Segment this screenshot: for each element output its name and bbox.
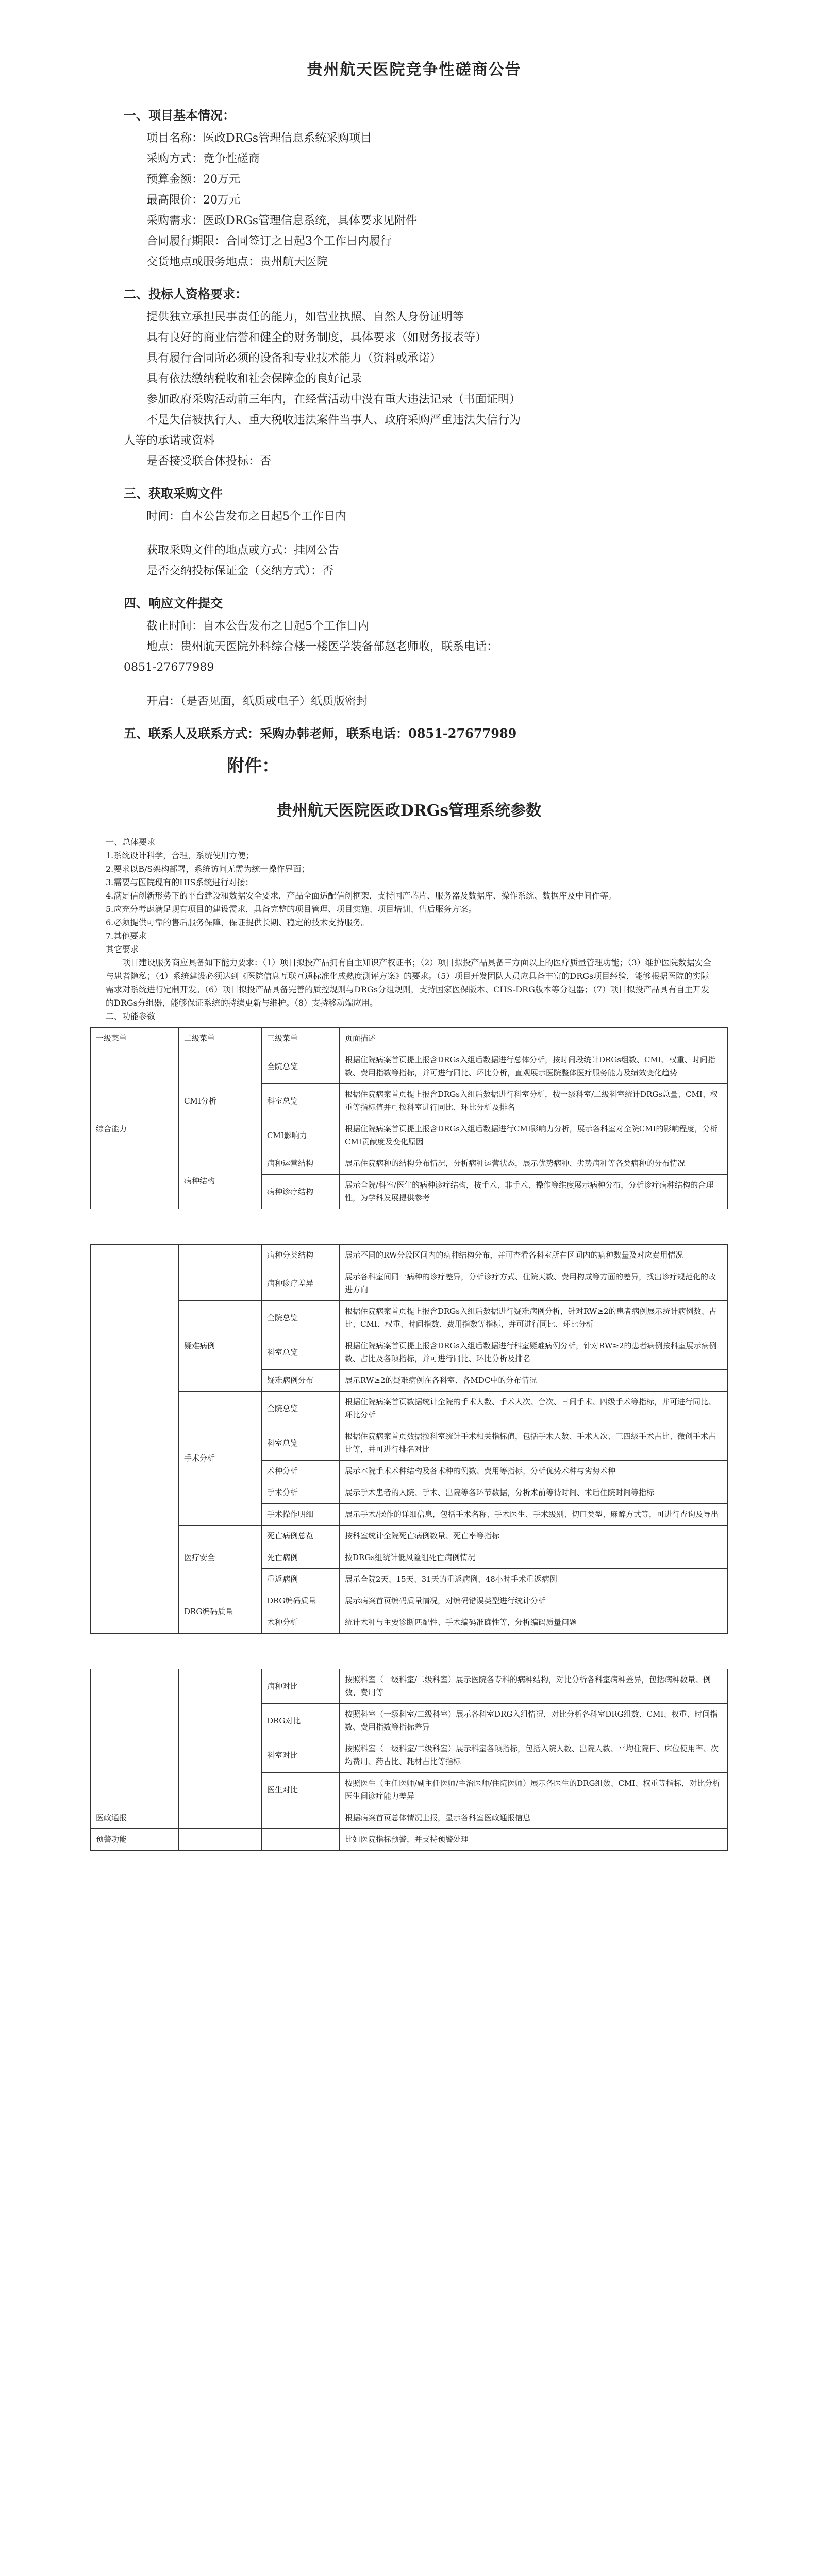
cell-desc: 按照科室（一级科室/二级科室）展示各科室DRG入组情况，对比分析各科室DRG组数、CMI、权重、时间指数、费用指数等指标差异 <box>340 1704 728 1738</box>
table-header-row <box>91 1028 728 1049</box>
table-gap <box>90 1209 728 1240</box>
section-heading: 三、获取采购文件 <box>124 486 223 501</box>
cell-desc: 展示手术患者的入院、手术、出院等各环节数据，分析术前等待时间、术后住院时间等指标 <box>340 1482 728 1504</box>
cell-desc: 按科室统计全院死亡病例数量、死亡率等指标 <box>340 1526 728 1547</box>
cell-l1 <box>91 1669 179 1807</box>
section-line: 具有履行合同所必须的设备和专业技术能力（资料或承诺） <box>146 352 442 365</box>
col-header-l2: 二级菜单 <box>179 1028 262 1049</box>
section-line: 采购需求：医政DRGs管理信息系统，具体要求见附件 <box>146 214 418 227</box>
notice-sections <box>124 105 705 741</box>
cell-desc: 根据住院病案首页数据按科室统计手术相关指标值，包括手术人数、手术人次、三四级手术占比、微创手术占比等，并可进行排名对比 <box>340 1426 728 1461</box>
overall-item: 3.需要与医院现有的HIS系统进行对接； <box>106 877 254 887</box>
notice <box>0 0 818 777</box>
cell-desc: 展示各科室间同一病种的诊疗差异，分析诊疗方式、住院天数、费用构成等方面的差异，找出诊疗规范化的改进方向 <box>340 1266 728 1301</box>
cell-l3: 全院总览 <box>262 1301 340 1335</box>
function-table-3 <box>90 1669 728 1851</box>
section-line: 提供独立承担民事责任的能力，如营业执照、自然人身份证明等 <box>146 311 464 324</box>
cell-l3: CMI影响力 <box>262 1118 340 1153</box>
table-row <box>91 1829 728 1851</box>
cell-l3 <box>262 1807 340 1829</box>
section-line: 截止时间：自本公告发布之日起5个工作日内 <box>146 620 369 633</box>
cell-l1: 预警功能 <box>91 1829 179 1851</box>
cell-l2 <box>179 1829 262 1851</box>
cell-l3: 病种诊疗结构 <box>262 1175 340 1209</box>
cell-desc: 统计术种与主要诊断匹配性、手术编码准确性等，分析编码质量问题 <box>340 1612 728 1634</box>
cell-desc: 按照科室（一级科室/二级科室）展示科室各项指标，包括入院人数、出院人数、平均住院日、床位使用率、次均费用、药占比、耗材占比等指标 <box>340 1738 728 1773</box>
cell-l2: 疑难病例 <box>179 1301 262 1392</box>
cell-l3: 死亡病例总览 <box>262 1526 340 1547</box>
section-heading: 四、响应文件提交 <box>124 596 223 611</box>
cell-l2: 手术分析 <box>179 1392 262 1526</box>
table-row <box>91 1590 728 1612</box>
cell-l2: 医疗安全 <box>179 1526 262 1590</box>
cell-desc: 展示全院/科室/医生的病种诊疗结构，按手术、非手术、操作等维度展示病种分布，分析诊疗病种结构的合理性，为学科发展提供参考 <box>340 1175 728 1209</box>
overall-item: 4.满足信创新形势下的平台建设和数据安全要求，产品全面适配信创框架，支持国产芯片、服务器及数据库、操作系统、数据库及中间件等。 <box>106 891 617 901</box>
cell-l3: 科室总览 <box>262 1084 340 1118</box>
cell-desc: 展示不同的RW分段区间内的病种结构分布，并可查看各科室所在区间内的病种数量及对应费用情况 <box>340 1245 728 1266</box>
section-line: 时间：自本公告发布之日起5个工作日内 <box>146 510 346 523</box>
section-heading: 二、投标人资格要求： <box>124 286 247 301</box>
cell-desc: 展示住院病种的结构分布情况，分析病种运营状态，展示优势病种、劣势病种等各类病种的分布情况 <box>340 1153 728 1175</box>
cell-l1: 综合能力 <box>91 1049 179 1209</box>
cell-l3 <box>262 1829 340 1851</box>
cell-l3: DRG编码质量 <box>262 1590 340 1612</box>
table-row <box>91 1807 728 1829</box>
cell-desc: 根据住院病案首页提上报含DRGs入组后数据进行科室疑难病例分析，针对RW≥2的患者病例按科室展示病例数、占比及各项指标，并可进行同比、环比分析及排名 <box>340 1335 728 1370</box>
cell-desc: 按照医生（主任医师/副主任医师/主治医师/住院医师）展示各医生的DRG组数、CMI、权重等指标，对比分析医生间诊疗能力差异 <box>340 1773 728 1807</box>
col-header-l3: 三级菜单 <box>262 1028 340 1049</box>
table-body-g1 <box>91 1049 728 1209</box>
cell-l3: 病种运营结构 <box>262 1153 340 1175</box>
params-document <box>90 798 728 1892</box>
cell-l3: 疑难病例分布 <box>262 1370 340 1392</box>
section-line: 最高限价：20万元 <box>146 194 240 207</box>
section-line: 具有良好的商业信誉和健全的财务制度，具体要求（如财务报表等） <box>146 331 487 344</box>
cell-desc: 展示全院2天、15天、31天的重返病例、48小时手术重返病例 <box>340 1569 728 1590</box>
cell-l2: DRG编码质量 <box>179 1590 262 1634</box>
overall-list <box>90 849 728 943</box>
section-line: 合同履行期限：合同签订之日起3个工作日内履行 <box>146 235 392 248</box>
cell-l3: 术种分析 <box>262 1612 340 1634</box>
cell-desc: 根据住院病案首页提上报含DRGs入组后数据进行CMI影响力分析，展示各科室对全院CMI的影响程度，分析CMI贡献度及变化原因 <box>340 1118 728 1153</box>
cell-desc: 比如医院指标预警，并支持预警处理 <box>340 1829 728 1851</box>
section-heading: 一、项目基本情况： <box>124 108 235 123</box>
table-row <box>91 1153 728 1175</box>
overall-item: 1.系统设计科学，合理，系统使用方便； <box>106 851 254 860</box>
cell-l3: DRG对比 <box>262 1704 340 1738</box>
table-row <box>91 1526 728 1547</box>
cell-l3: 手术操作明细 <box>262 1504 340 1526</box>
params-title: 贵州航天医院医政DRGs管理系统参数 <box>276 802 542 820</box>
cell-l2 <box>179 1245 262 1301</box>
cell-desc: 根据住院病案首页提上报含DRGs入组后数据进行疑难病例分析，针对RW≥2的患者病例展示统计病例数、占比、CMI、权重、时间指数、费用指数等指标，并可进行同比、环比分析 <box>340 1301 728 1335</box>
attachment-label: 附件： <box>227 756 279 776</box>
cell-l3: 死亡病例 <box>262 1547 340 1569</box>
cell-l3: 全院总览 <box>262 1392 340 1426</box>
function-table-1 <box>90 1027 728 1209</box>
cell-desc: 展示手术/操作的详细信息，包括手术名称、手术医生、手术级别、切口类型、麻醉方式等，可进行查询及导出 <box>340 1504 728 1526</box>
function-table-2 <box>90 1244 728 1634</box>
cell-desc: 根据住院病案首页提上报含DRGs入组后数据进行总体分析，按时间段统计DRGs组数、CMI、权重、时间指数、费用指数等指标，并可进行同比、环比分析，直观展示医院整体医疗服务能力及绩效变化趋势 <box>340 1049 728 1084</box>
cell-l3: 手术分析 <box>262 1482 340 1504</box>
table-body-g2 <box>91 1245 728 1634</box>
cell-desc: 展示病案首页编码质量情况，对编码错误类型进行统计分析 <box>340 1590 728 1612</box>
cell-l3: 病种分类结构 <box>262 1245 340 1266</box>
overall-item: 6.必须提供可靠的售后服务保障，保证提供长期、稳定的技术支持服务。 <box>106 918 370 927</box>
other-heading: 其它要求 <box>106 944 139 954</box>
cell-l3: 科室总览 <box>262 1335 340 1370</box>
overall-item: 2.要求以B/S架构部署，系统访问无需为统一操作界面； <box>106 864 310 874</box>
table-row <box>91 1392 728 1426</box>
cell-desc: 根据住院病案首页提上报含DRGs入组后数据进行科室分析，按一级科室/二级科室统计DRGs总量、CMI、权重等指标值并可按科室进行同比、环比分析及排名 <box>340 1084 728 1118</box>
section-line: 交货地点或服务地点：贵州航天医院 <box>146 256 328 268</box>
cell-l3: 重返病例 <box>262 1569 340 1590</box>
section-line: 具有依法缴纳税收和社会保障金的良好记录 <box>146 372 362 385</box>
cell-l3: 病种对比 <box>262 1669 340 1704</box>
cell-desc: 展示RW≥2的疑难病例在各科室、各MDC中的分布情况 <box>340 1370 728 1392</box>
table-row <box>91 1301 728 1335</box>
section-line: 预算金额：20万元 <box>146 173 240 186</box>
cell-l1: 医政通报 <box>91 1807 179 1829</box>
col-header-desc: 页面描述 <box>340 1028 728 1049</box>
cell-l3: 全院总览 <box>262 1049 340 1084</box>
overall-item: 7.其他要求 <box>106 931 147 941</box>
section-heading: 五、联系人及联系方式：采购办韩老师，联系电话：0851-27677989 <box>124 726 517 741</box>
cell-l3: 科室总览 <box>262 1426 340 1461</box>
section-line: 项目名称：医政DRGs管理信息系统采购项目 <box>146 132 372 145</box>
cell-l3: 病种诊疗差异 <box>262 1266 340 1301</box>
cell-l2 <box>179 1807 262 1829</box>
table-row <box>91 1245 728 1266</box>
overall-heading: 一、总体要求 <box>106 837 156 847</box>
table-row <box>91 1669 728 1704</box>
notice-title: 贵州航天医院竞争性磋商公告 <box>307 61 522 79</box>
table-body-g3 <box>91 1669 728 1851</box>
section-line: 人等的承诺或资料 <box>124 434 215 447</box>
overall-item: 5.应充分考虑满足现有项目的建设需求，具备完整的项目管理、项目实施、项目培训、售后服务方案。 <box>106 904 477 914</box>
section-line: 是否接受联合体投标：否 <box>146 455 272 468</box>
cell-l3: 术种分析 <box>262 1461 340 1482</box>
cell-l2: 病种结构 <box>179 1153 262 1209</box>
section-line: 地点：贵州航天医院外科综合楼一楼医学装备部赵老师收，联系电话： <box>146 640 498 653</box>
cell-l2: CMI分析 <box>179 1049 262 1153</box>
cell-l3: 医生对比 <box>262 1773 340 1807</box>
cell-desc: 按照科室（一级科室/二级科室）展示医院各专科的病种结构，对比分析各科室病种差异，包括病种数量、例数、费用等 <box>340 1669 728 1704</box>
section-line: 开启：（是否见面，纸质或电子）纸质版密封 <box>146 695 368 708</box>
cell-desc: 按DRGs组统计低风险组死亡病例情况 <box>340 1547 728 1569</box>
section-line: 0851-27677989 <box>124 661 214 674</box>
table-heading: 二、功能参数 <box>106 1011 156 1021</box>
table-row <box>91 1049 728 1084</box>
cell-l1 <box>91 1245 179 1634</box>
section-line: 不是失信被执行人、重大税收违法案件当事人、政府采购严重违法失信行为 <box>146 414 521 427</box>
col-header-l1: 一级菜单 <box>91 1028 179 1049</box>
cell-l3: 科室对比 <box>262 1738 340 1773</box>
cell-desc: 根据病案首页总体情况上报，显示各科室医政通报信息 <box>340 1807 728 1829</box>
cell-desc: 展示本院手术术种结构及各术种的例数、费用等指标，分析优势术种与劣势术种 <box>340 1461 728 1482</box>
other-text: 项目建设服务商应具备如下能力要求：（1）项目拟投产品拥有自主知识产权证书；（2）项目拟投产品具备三方面以上的医疗质量管理功能；（3）维护医院数据安全与患者隐私；（4）系统建设必须达到《医院信息互联互通标准化成熟度测评方案》的要求。（5）项目开发团队人员应具备丰富的DRGs项目经验，能够根据医院的实际需求对系统进行定制开发。（6）项目拟投产品具备完善的质控规则与DRGs分组规则，支持国家医保版本、CHS-DRG版本等分组器；（7）项目拟投产品具有自主开发的DRGs分组器，能够保证系统的持续更新与维护。（8）支持移动端应用。 <box>106 958 711 1008</box>
section-line: 采购方式：竞争性磋商 <box>146 152 260 165</box>
section-line: 参加政府采购活动前三年内，在经营活动中没有重大违法记录（书面证明） <box>146 393 521 406</box>
section-line: 获取采购文件的地点或方式：挂网公告 <box>146 544 340 557</box>
table-gap <box>90 1634 728 1665</box>
section-line: 是否交纳投标保证金（交纳方式）：否 <box>146 565 334 578</box>
cell-desc: 根据住院病案首页数据统计全院的手术人数、手术人次、台次、日间手术、四级手术等指标，并可进行同比、环比分析 <box>340 1392 728 1426</box>
cell-l2 <box>179 1669 262 1807</box>
